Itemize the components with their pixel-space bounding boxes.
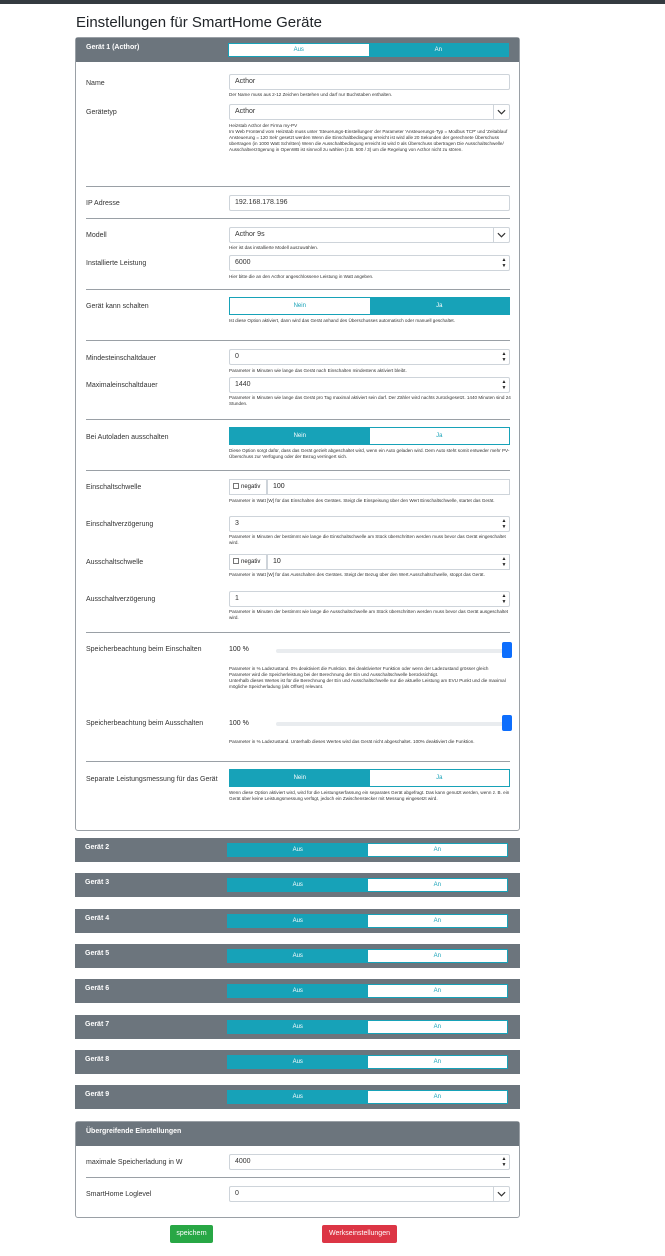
power-input[interactable]	[229, 255, 510, 271]
power-label: Installierte Leistung	[86, 260, 147, 267]
toggle-off-option[interactable]: Aus	[228, 915, 368, 927]
device-toggle[interactable]	[227, 843, 508, 857]
store-on-slider[interactable]	[276, 649, 508, 653]
off-delay-label: Ausschaltverzögerung	[86, 596, 156, 603]
checkbox-icon[interactable]	[233, 558, 239, 564]
device-toggle[interactable]	[227, 878, 508, 892]
max-charge-value: 4000	[235, 1158, 251, 1165]
negativ-label: negativ	[241, 484, 261, 490]
loglevel-label: SmartHome Loglevel	[86, 1191, 152, 1198]
toggle-on-option[interactable]: An	[368, 1091, 508, 1103]
device-card	[75, 1015, 520, 1040]
max-duration-value: 1440	[235, 381, 251, 388]
store-off-value: 100 %	[229, 720, 249, 727]
off-delay-input[interactable]	[229, 591, 510, 607]
toggle-off-option[interactable]: Aus	[228, 844, 368, 856]
device-title: Gerät 4	[85, 914, 110, 922]
meter-toggle[interactable]	[229, 769, 510, 787]
divider	[86, 289, 510, 290]
device-toggle[interactable]	[227, 1055, 508, 1069]
type-select[interactable]	[229, 104, 510, 120]
divider	[86, 218, 510, 219]
toggle-on-option[interactable]: An	[368, 950, 508, 962]
min-duration-help: Parameter in Minuten wie lange das Gerät nach Einschalten mindestens aktiviert bleibt.	[229, 368, 407, 373]
toggle-on-option[interactable]: An	[368, 1021, 508, 1033]
save-button[interactable]: speichern	[170, 1225, 213, 1243]
name-help: Der Name muss aus 2-12 Zeichen bestehen und darf nur Buchstaben enthalten.	[229, 92, 393, 97]
name-input[interactable]: Acthor	[229, 74, 510, 90]
max-charge-input[interactable]	[229, 1154, 510, 1170]
device-toggle[interactable]	[227, 984, 508, 998]
device-1-card	[75, 37, 520, 831]
off-threshold-help: Parameter in Watt [W] für das Ausschalten des Gerätes. Steigt der Bezug über den Wert Ausschaltschwelle, stoppt das Gerät.	[229, 572, 485, 577]
off-threshold-input[interactable]	[267, 554, 510, 570]
device-title: Gerät 8	[85, 1055, 110, 1063]
divider	[86, 419, 510, 420]
min-duration-input[interactable]	[229, 349, 510, 365]
store-off-help: Parameter in % Ladezustand. Unterhalb dieses Wertes wird das Gerät nicht abgeschaltet. 100% deaktiviert die Funktion.	[229, 739, 475, 744]
device-card	[75, 873, 520, 898]
type-label: Gerätetyp	[86, 109, 117, 116]
on-delay-help: Parameter in Minuten der bestimmt wie lange die Einschaltschwelle am Stück überschritten werden muss bevor das Gerät eingeschaltet wird.	[229, 534, 506, 545]
on-delay-label: Einschaltverzögerung	[86, 521, 154, 528]
autoload-toggle[interactable]	[229, 427, 510, 445]
factory-reset-button[interactable]: Werkseinstellungen	[322, 1225, 397, 1243]
toggle-off-option[interactable]: Aus	[228, 1021, 368, 1033]
switch-yes-option[interactable]: Ja	[370, 298, 510, 314]
chevron-down-icon	[493, 1187, 509, 1201]
ip-label: IP Adresse	[86, 200, 120, 207]
toggle-on-option[interactable]: An	[368, 985, 508, 997]
off-threshold-value: 10	[273, 558, 281, 565]
store-off-label: Speicherbeachtung beim Ausschalten	[86, 720, 204, 727]
autoload-help: Diese Option sorgt dafür, dass das Gerät gezielt abgeschaltet wird, wenn ein Auto geladen wird. Dem Auto steht somit entweder mehr PV-Überschuss zur Verfügung oder der Bezug verringert sich.	[229, 448, 510, 459]
autoload-yes-option[interactable]: Ja	[370, 428, 510, 444]
device-header	[75, 1050, 520, 1074]
on-threshold-help: Parameter in Watt [W] für das Einschalten des Gerätes. Steigt die Einspeisung über den Wert Einschaltschwelle, startet das Gerät.	[229, 498, 495, 503]
max-duration-label: Maximaleinschaltdauer	[86, 382, 158, 389]
type-help: Heizstab Acthor der Firma my-PV Im Web Frontend vom Heizstab muss unter 'Steuerungs-Einstellungen' der Parameter 'Ansteuerungs-Typ = Modbus TCP' und 'Zeitablauf Ansteuerung = 120 Sek' gesetzt werden Wenn die Einschaltbedingung erreicht ist wird alle 20 Sekunden der gerechnete Überschuss übertragen (in 1000 Watt Schritten) Wenn die Ausschaltbedingung erreicht ist wird 0 als Überschuss übertragen Die Ausschaltschwelle/ Ausschaltverzögerung in OpenWB ist sinnvoll zu wählen (z.B. 500 / 3) um die Regelung von Acthor nicht zu stören.	[229, 123, 508, 152]
type-select-value: Acthor	[235, 108, 256, 115]
on-threshold-input[interactable]: 100	[267, 479, 510, 495]
on-threshold-negative-checkbox[interactable]	[229, 479, 267, 495]
toggle-off-option[interactable]: Aus	[228, 1091, 368, 1103]
loglevel-select[interactable]	[229, 1186, 510, 1202]
device-card	[75, 1050, 520, 1075]
divider	[86, 186, 510, 187]
stepper-icon[interactable]: ▲ ▼	[501, 1156, 507, 1168]
stepper-icon[interactable]: ▲ ▼	[501, 379, 507, 391]
min-duration-label: Mindesteinschaltdauer	[86, 355, 157, 362]
device-header	[75, 1015, 520, 1039]
on-threshold-label: Einschaltschwelle	[86, 484, 142, 491]
stepper-icon[interactable]: ▲ ▼	[501, 593, 507, 605]
meter-label: Separate Leistungsmessung für das Gerät	[86, 776, 218, 783]
stepper-icon[interactable]: ▲ ▼	[501, 556, 507, 568]
divider	[86, 1177, 510, 1178]
toggle-on-option[interactable]: An	[368, 879, 508, 891]
power-value: 6000	[235, 259, 251, 266]
store-on-label: Speicherbeachtung beim Einschalten	[86, 646, 202, 653]
meter-yes-option[interactable]: Ja	[370, 770, 510, 786]
chevron-down-icon	[493, 105, 509, 119]
device-title: Gerät 7	[85, 1020, 110, 1028]
global-settings-title: Übergreifende Einstellungen	[86, 1128, 182, 1135]
toggle-on-option[interactable]: An	[368, 1056, 508, 1068]
device-header	[75, 979, 520, 1003]
stepper-icon[interactable]: ▲ ▼	[501, 518, 507, 530]
slider-thumb[interactable]	[502, 715, 512, 731]
toggle-off-option[interactable]: Aus	[228, 985, 368, 997]
device-card	[75, 979, 520, 1004]
device-title: Gerät 6	[85, 985, 110, 993]
top-bar	[0, 0, 665, 4]
toggle-off-option[interactable]: Aus	[228, 950, 368, 962]
device-card	[75, 909, 520, 934]
page-title: Einstellungen für SmartHome Geräte	[76, 14, 322, 31]
slider-thumb[interactable]	[502, 642, 512, 658]
divider	[86, 632, 510, 633]
model-select[interactable]	[229, 227, 510, 243]
device-1-toggle[interactable]	[228, 43, 509, 57]
device-1-title: Gerät 1 (Acthor)	[86, 44, 140, 51]
power-help: Hier bitte die an den Acthor angeschlossene Leistung in Watt angeben.	[229, 274, 374, 279]
device-header	[75, 1085, 520, 1109]
store-on-value: 100 %	[229, 646, 249, 653]
toggle-on-option[interactable]: An	[368, 915, 508, 927]
model-help: Hier ist das installierte Modell auszuwählen.	[229, 245, 319, 250]
switch-no-option[interactable]: Nein	[230, 298, 370, 314]
autoload-no-option[interactable]: Nein	[230, 428, 370, 444]
device-1-header	[76, 38, 519, 62]
max-duration-input[interactable]	[229, 377, 510, 393]
device-card	[75, 1085, 520, 1110]
ip-input[interactable]: 192.168.178.196	[229, 195, 510, 211]
autoload-label: Bei Autoladen ausschalten	[86, 434, 169, 441]
device-card	[75, 944, 520, 969]
global-settings-card	[75, 1121, 520, 1218]
negativ-label: negativ	[241, 559, 261, 565]
model-select-value: Acthor 9s	[235, 231, 265, 238]
device-title: Gerät 3	[85, 879, 110, 887]
switch-toggle[interactable]	[229, 297, 510, 315]
model-label: Modell	[86, 232, 107, 239]
store-on-help: Parameter in % Ladezustand. 0% deaktiviert die Funktion. Bei deaktivierter Funktion oder wenn der Ladezustand grösser gleich Parameter wird die Speicherleistung bei der Berechnung der Ein und Ausschaltschwelle berücksichtigt. Unterhalb dieses Wertes ist für die Berechnung der Ein und Ausschaltschwelle nur die aktuelle Leistung am EVU Punkt und die maximal mögliche Speicherladung (als Offset) relevant.	[229, 666, 506, 689]
device-title: Gerät 9	[85, 1091, 110, 1099]
device-toggle[interactable]	[227, 949, 508, 963]
toggle-off-option[interactable]: Aus	[229, 44, 369, 56]
off-delay-value: 1	[235, 595, 239, 602]
device-toggle[interactable]	[227, 914, 508, 928]
store-off-slider[interactable]	[276, 722, 508, 726]
min-duration-value: 0	[235, 353, 239, 360]
toggle-off-option[interactable]: Aus	[228, 1056, 368, 1068]
on-delay-value: 3	[235, 520, 239, 527]
divider	[86, 761, 510, 762]
device-header	[75, 909, 520, 933]
off-threshold-label: Ausschaltschwelle	[86, 559, 144, 566]
device-title: Gerät 5	[85, 949, 110, 957]
switch-help: Ist diese Option aktiviert, dann wird das Gerät anhand des Überschusses automatisch oder manuell geschaltet.	[229, 318, 455, 323]
switch-label: Gerät kann schalten	[86, 303, 149, 310]
toggle-on-option[interactable]: An	[369, 44, 509, 56]
off-delay-help: Parameter in Minuten der bestimmt wie lange die Ausschaltschwelle am Stück überschritten werden muss bevor das Gerät ausgeschaltet wird.	[229, 609, 509, 620]
device-title: Gerät 2	[85, 844, 110, 851]
device-card	[75, 838, 520, 863]
max-charge-label: maximale Speicherladung in W	[86, 1159, 183, 1166]
stepper-icon[interactable]: ▲ ▼	[501, 257, 507, 269]
device-header	[75, 838, 520, 862]
checkbox-icon[interactable]	[233, 483, 239, 489]
toggle-on-option[interactable]: An	[368, 844, 508, 856]
loglevel-select-value: 0	[235, 1190, 239, 1197]
on-delay-input[interactable]	[229, 516, 510, 532]
meter-no-option[interactable]: Nein	[230, 770, 370, 786]
device-toggle[interactable]	[227, 1090, 508, 1104]
divider	[86, 470, 510, 471]
max-duration-help: Parameter in Minuten wie lange das Gerät pro Tag maximal aktiviert sein darf. Der Zähler wird nachts zurückgesetzt. 1440 Minuten sind 24 Stunden.	[229, 395, 511, 406]
global-settings-header	[76, 1122, 519, 1146]
chevron-down-icon	[493, 228, 509, 242]
stepper-icon[interactable]: ▲ ▼	[501, 351, 507, 363]
device-toggle[interactable]	[227, 1020, 508, 1034]
device-header	[75, 873, 520, 897]
toggle-off-option[interactable]: Aus	[228, 879, 368, 891]
divider	[86, 340, 510, 341]
meter-help: Wenn diese Option aktiviert wird, wird für die Leistungserfassung ein separates Gerät abgefragt. Das kann genutzt werden, wenn z. B. ein Gerät über keine Leistungsmessung verfügt, jedoch ein Zwischenstecker mit Messung eingesetzt wird.	[229, 790, 510, 801]
off-threshold-negative-checkbox[interactable]	[229, 554, 267, 570]
device-header	[75, 944, 520, 968]
name-label: Name	[86, 80, 105, 87]
